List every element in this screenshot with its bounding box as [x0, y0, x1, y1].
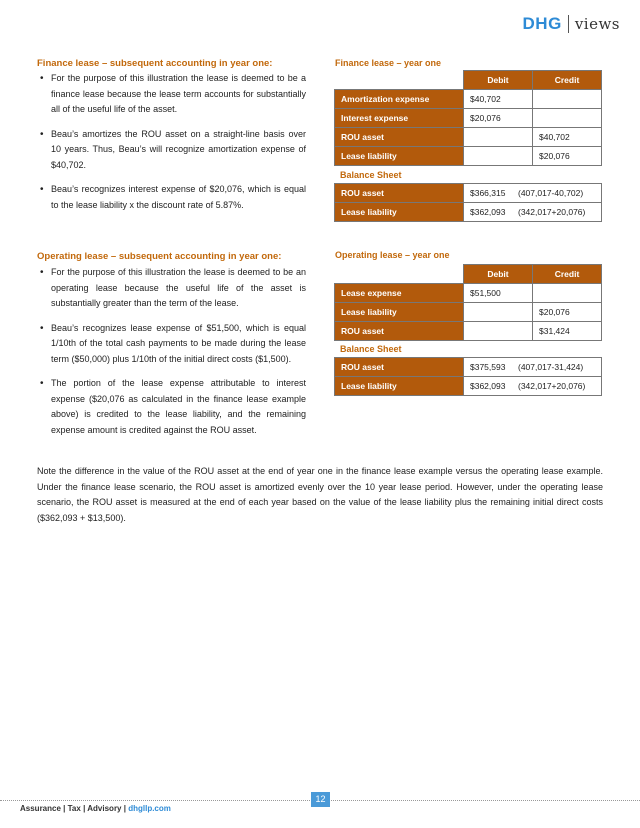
- note-paragraph: Note the difference in the value of the ROU asset at the end of year one in the finance lease example versus the operating lease example. Under the finance lease scenario, the ROU asset is amortized evenly over the 10 year lease period. However, under the operating lease scenario, the ROU asset is measured at the end of each year based on the value of the lease liability plus the remaining initial direct costs ($362,093 + $13,500).: [37, 466, 603, 523]
- row-label: Amortization expense: [335, 90, 464, 109]
- credit-header: Credit: [533, 71, 602, 90]
- debit-cell: $40,702: [464, 90, 533, 109]
- balance-cell: [464, 358, 602, 377]
- footer-separator: |: [123, 804, 126, 813]
- debit-cell: $20,076: [464, 109, 533, 128]
- list-item: • The portion of the lease expense attributable to interest expense ($20,076 as calculated in the finance lease example above) is credited to the lease liability, and the remaining expense amount is credited against the ROU asset.: [37, 376, 306, 438]
- balance-value: $375,593: [470, 362, 506, 372]
- table-row: [335, 203, 602, 222]
- page-number: 12: [311, 792, 330, 807]
- footer-assurance: Assurance: [20, 804, 61, 813]
- debit-cell: [464, 303, 533, 322]
- finance-heading: Finance lease – subsequent accounting in year one:: [37, 58, 273, 69]
- table-row: [335, 322, 602, 341]
- finance-table-title: Finance lease – year one: [335, 58, 442, 68]
- operating-table-title: Operating lease – year one: [335, 250, 450, 260]
- list-item: • Beau’s recognizes interest expense of $20,076, which is equal to the lease liability x the discount rate of 5.87%.: [37, 182, 306, 213]
- debit-cell: $51,500: [464, 284, 533, 303]
- list-item: • Beau’s recognizes lease expense of $51,500, which is equal 1/10th of the total cash payments to be made during the lease term ($50,000) plus 1/10th of the initial direct costs ($1,500).: [37, 321, 306, 368]
- balance-value: $366,315: [470, 188, 506, 198]
- balance-calc: (342,017+20,076): [518, 207, 586, 217]
- finance-bullet-list: [37, 71, 306, 222]
- table-row: [335, 128, 602, 147]
- finance-journal-table: [334, 70, 602, 166]
- row-label: Interest expense: [335, 109, 464, 128]
- credit-cell: [533, 109, 602, 128]
- debit-cell: [464, 147, 533, 166]
- balance-calc: (342,017+20,076): [518, 381, 586, 391]
- balance-calc: (407,017-31,424): [518, 362, 584, 372]
- table-row: [335, 377, 602, 396]
- row-label: ROU asset: [335, 358, 464, 377]
- debit-cell: [464, 322, 533, 341]
- balance-cell: [464, 377, 602, 396]
- finance-balance-table: [334, 183, 602, 222]
- operating-journal-table: [334, 264, 602, 341]
- row-label: Lease liability: [335, 203, 464, 222]
- row-label: ROU asset: [335, 322, 464, 341]
- balance-value: $362,093: [470, 207, 506, 217]
- credit-header: Credit: [533, 265, 602, 284]
- list-item: • For the purpose of this illustration the lease is deemed to be an operating lease because the useful life of the asset is substantially greater than the term of the lease.: [37, 265, 306, 312]
- brand-logo: [523, 14, 620, 34]
- balance-sheet-label: Balance Sheet: [340, 344, 402, 354]
- credit-cell: [533, 90, 602, 109]
- footer-advisory: Advisory: [87, 804, 122, 813]
- footer-separator: |: [63, 804, 66, 813]
- row-label: ROU asset: [335, 128, 464, 147]
- footer: [20, 804, 171, 813]
- list-item: • For the purpose of this illustration the lease is deemed to be a finance lease because the lease term accounts for substantially all of the useful life of the asset.: [37, 71, 306, 118]
- table-row: [335, 90, 602, 109]
- footer-separator: |: [83, 804, 86, 813]
- table-row: [335, 147, 602, 166]
- logo-divider: [568, 15, 569, 33]
- website-link[interactable]: dhgllp.com: [128, 804, 171, 813]
- operating-heading: Operating lease – subsequent accounting in year one:: [37, 251, 282, 262]
- debit-cell: [464, 128, 533, 147]
- row-label: Lease liability: [335, 147, 464, 166]
- table-row: [335, 358, 602, 377]
- row-label: Lease liability: [335, 303, 464, 322]
- operating-balance-table: [334, 357, 602, 396]
- row-label: Lease liability: [335, 377, 464, 396]
- credit-cell: $20,076: [533, 303, 602, 322]
- credit-cell: $31,424: [533, 322, 602, 341]
- row-label: Lease expense: [335, 284, 464, 303]
- credit-cell: $20,076: [533, 147, 602, 166]
- balance-cell: [464, 184, 602, 203]
- list-item: • Beau’s amortizes the ROU asset on a straight-line basis over 10 years. Thus, Beau’s will recognize amortization expense of $40,702.: [37, 127, 306, 174]
- balance-value: $362,093: [470, 381, 506, 391]
- table-row: [335, 109, 602, 128]
- balance-sheet-label: Balance Sheet: [340, 170, 402, 180]
- balance-cell: [464, 203, 602, 222]
- row-label: ROU asset: [335, 184, 464, 203]
- table-row: [335, 284, 602, 303]
- table-row: [335, 303, 602, 322]
- balance-calc: (407,017-40,702): [518, 188, 584, 198]
- table-header-row: [335, 265, 602, 284]
- table-header-row: [335, 71, 602, 90]
- credit-cell: $40,702: [533, 128, 602, 147]
- logo-word: views: [574, 15, 620, 33]
- debit-header: Debit: [464, 265, 533, 284]
- debit-header: Debit: [464, 71, 533, 90]
- table-row: [335, 184, 602, 203]
- operating-bullet-list: [37, 265, 306, 447]
- credit-cell: [533, 284, 602, 303]
- footer-tax: Tax: [67, 804, 81, 813]
- logo-mark: DHG: [522, 14, 562, 33]
